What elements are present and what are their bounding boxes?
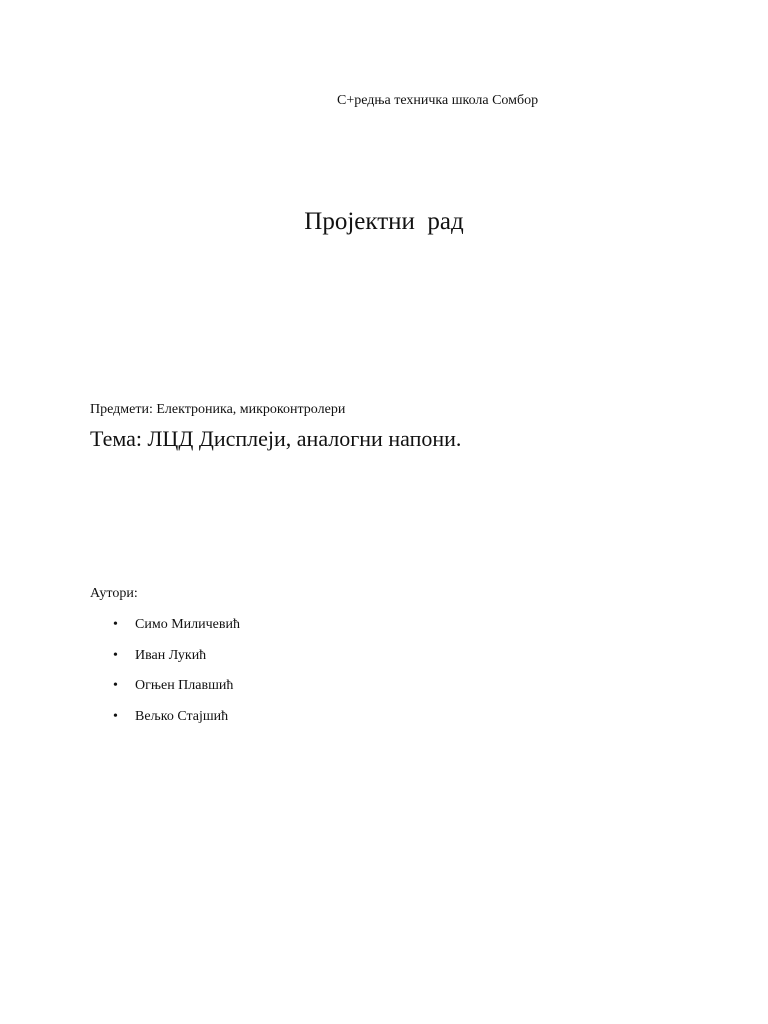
- school-name: С+редња техничка школа Сомбор: [337, 93, 539, 108]
- author-name: Иван Лукић: [135, 647, 207, 663]
- author-name: Огњен Плавшић: [135, 678, 234, 694]
- author-name: Симо Миличевић: [135, 617, 240, 632]
- bullet-icon: •: [113, 617, 118, 632]
- bullet-icon: •: [113, 647, 118, 663]
- document-title: Пројектни рад: [304, 208, 464, 235]
- bullet-icon: •: [113, 708, 118, 724]
- topic-line: Тема: ЛЦД Дисплеји, аналогни напони.: [90, 426, 462, 451]
- subjects-line: Предмети: Електроника, микроконтролери: [90, 402, 346, 417]
- bullet-icon: •: [113, 678, 118, 694]
- authors-label: Аутори:: [90, 586, 138, 601]
- author-name: Вељко Стајшић: [135, 708, 229, 724]
